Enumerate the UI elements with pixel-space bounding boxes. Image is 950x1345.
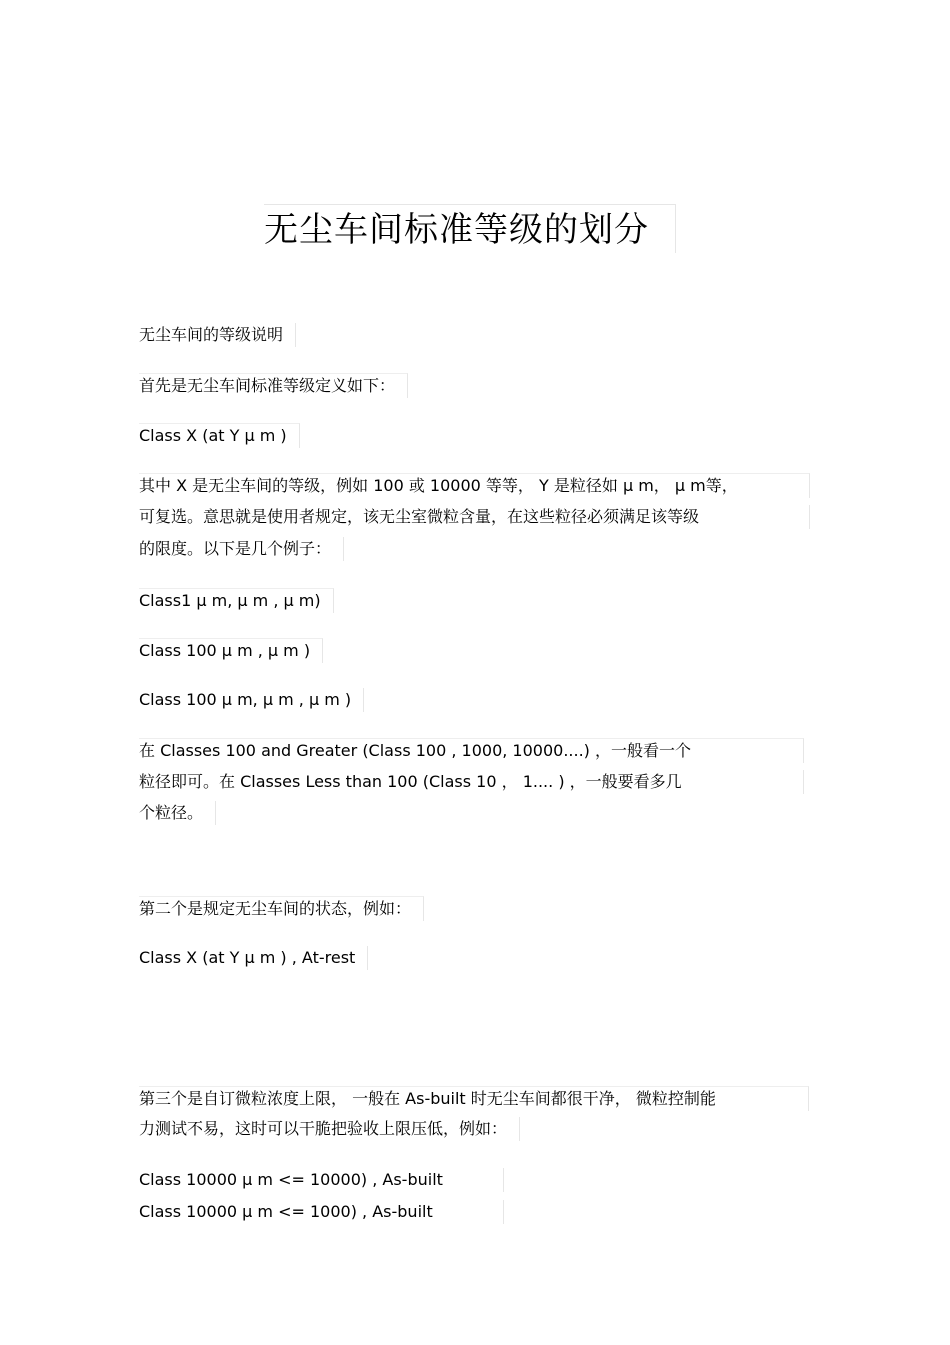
paragraph-explanation-line-3: 的限度。以下是几个例子： bbox=[139, 537, 344, 561]
paragraph-explanation-line-1: 其中 X 是无尘车间的等级，例如 100 或 10000 等等， Y 是粒径如 μ m， μ m等， bbox=[139, 473, 810, 498]
example-line-1: Class1 μ m, μ m , μ m) bbox=[139, 588, 334, 613]
paragraph-classes-line-2: 粒径即可。在 Classes Less than 100 (Class 10 ， 1.... ) ，一般要看多几 bbox=[139, 770, 804, 794]
document-title: 无尘车间标准等级的划分 bbox=[264, 204, 676, 253]
section-heading-level-description: 无尘车间的等级说明 bbox=[139, 323, 296, 347]
paragraph-explanation-line-2: 可复选。意思就是使用者规定，该无尘室微粒含量，在这些粒径必须满足该等级 bbox=[139, 505, 810, 529]
paragraph-limit-line-1: 第三个是自订微粒浓度上限， 一般在 As-built 时无尘车间都很干净， 微粒控制能 bbox=[139, 1086, 809, 1111]
limit-example-line-1: Class 10000 μ m <= 10000) , As-built bbox=[139, 1168, 504, 1192]
example-line-3: Class 100 μ m, μ m , μ m ) bbox=[139, 688, 364, 712]
example-line-2: Class 100 μ m , μ m ) bbox=[139, 638, 323, 663]
class-format-line: Class X (at Y μ m ) bbox=[139, 423, 300, 448]
limit-example-line-2: Class 10000 μ m <= 1000) , As-built bbox=[139, 1200, 504, 1224]
paragraph-classes-line-1: 在 Classes 100 and Greater (Class 100 , 1000, 10000....) ，一般看一个 bbox=[139, 738, 804, 763]
paragraph-definition-intro: 首先是无尘车间标准等级定义如下： bbox=[139, 373, 408, 398]
paragraph-classes-line-3: 个粒径。 bbox=[139, 801, 216, 825]
paragraph-limit-line-2: 力测试不易，这时可以干脆把验收上限压低，例如： bbox=[139, 1117, 520, 1141]
state-example-line: Class X (at Y μ m ) , At-rest bbox=[139, 946, 368, 970]
paragraph-state-intro: 第二个是规定无尘车间的状态，例如： bbox=[139, 896, 424, 921]
